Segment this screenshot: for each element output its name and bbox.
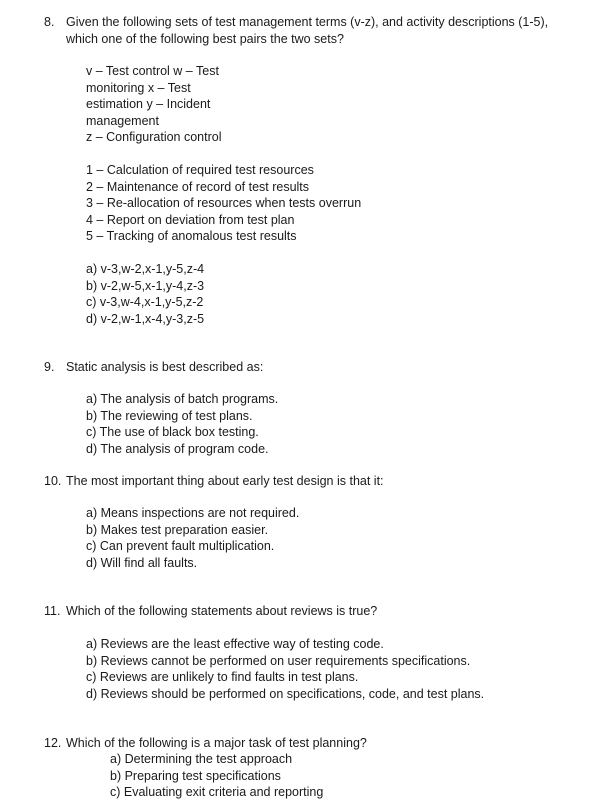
question-line: The most important thing about early test design is that it: [66,474,384,488]
answer-option: a) Means inspections are not required. [86,506,300,520]
question-line: Static analysis is best described as: [66,360,264,374]
question-text [66,735,596,752]
question-text [66,359,596,376]
answer-option: b) The reviewing of test plans. [86,408,253,423]
question-text [66,14,596,47]
answer-option: a) Determining the test approach [110,752,293,766]
question-line: Which of the following is a major task of test planning? [66,736,367,750]
question-number: 10. [44,474,62,488]
answer-option: c) The use of black box testing. [86,425,259,439]
answer-option: a) Reviews are the least effective way of testing code. [86,637,384,651]
answer-option: a) The analysis of batch programs. [86,392,279,406]
answer-option: c) Can prevent fault multiplication. [86,539,275,553]
term-line: management [86,113,159,128]
term-line: monitoring x – Test [86,80,191,95]
question-number: 11. [44,604,61,618]
question-text [66,473,596,490]
activity-line: 5 – Tracking of anomalous test results [86,229,297,243]
answer-option: d) Reviews should be performed on specifications, code, and test plans. [86,686,485,701]
q9-options [86,391,586,457]
question-number: 8. [44,15,55,29]
question-text [66,603,596,620]
answer-option: d) The analysis of program code. [86,441,269,456]
q10-options [86,505,586,571]
term-line: v – Test control w – Test [86,64,219,78]
q12-options [110,751,590,801]
answer-option: c) Evaluating exit criteria and reporting [110,785,324,799]
activity-line: 4 – Report on deviation from test plan [86,212,295,227]
answer-option: c) Reviews are unlikely to find faults in test plans. [86,670,359,684]
term-line: estimation y – Incident [86,97,211,111]
answer-option: b) v-2,w-5,x-1,y-4,z-3 [86,278,205,293]
question-number: 12. [44,736,62,750]
question-line: which one of the following best pairs the two sets? [66,31,344,46]
question-line: Which of the following statements about reviews is true? [66,604,378,618]
question-line: Given the following sets of test management terms (v-z), and activity descriptions (1-5), [66,15,549,29]
question-number: 9. [44,360,55,374]
activity-line: 2 – Maintenance of record of test results [86,179,310,194]
answer-option: b) Reviews cannot be performed on user requirements specifications. [86,653,471,668]
activity-line: 1 – Calculation of required test resources [86,163,314,177]
term-line: z – Configuration control [86,130,222,144]
q8-activities [86,162,586,245]
answer-option: d) Will find all faults. [86,555,198,570]
q8-options [86,261,586,327]
answer-option: d) v-2,w-1,x-4,y-3,z-5 [86,311,205,326]
answer-option: c) v-3,w-4,x-1,y-5,z-2 [86,295,204,309]
q8-terms [86,63,586,146]
answer-option: b) Preparing test specifications [110,768,281,783]
answer-option: b) Makes test preparation easier. [86,522,269,537]
answer-option: a) v-3,w-2,x-1,y-5,z-4 [86,262,205,276]
activity-line: 3 – Re-allocation of resources when tests overrun [86,196,362,210]
q11-options [86,636,586,702]
